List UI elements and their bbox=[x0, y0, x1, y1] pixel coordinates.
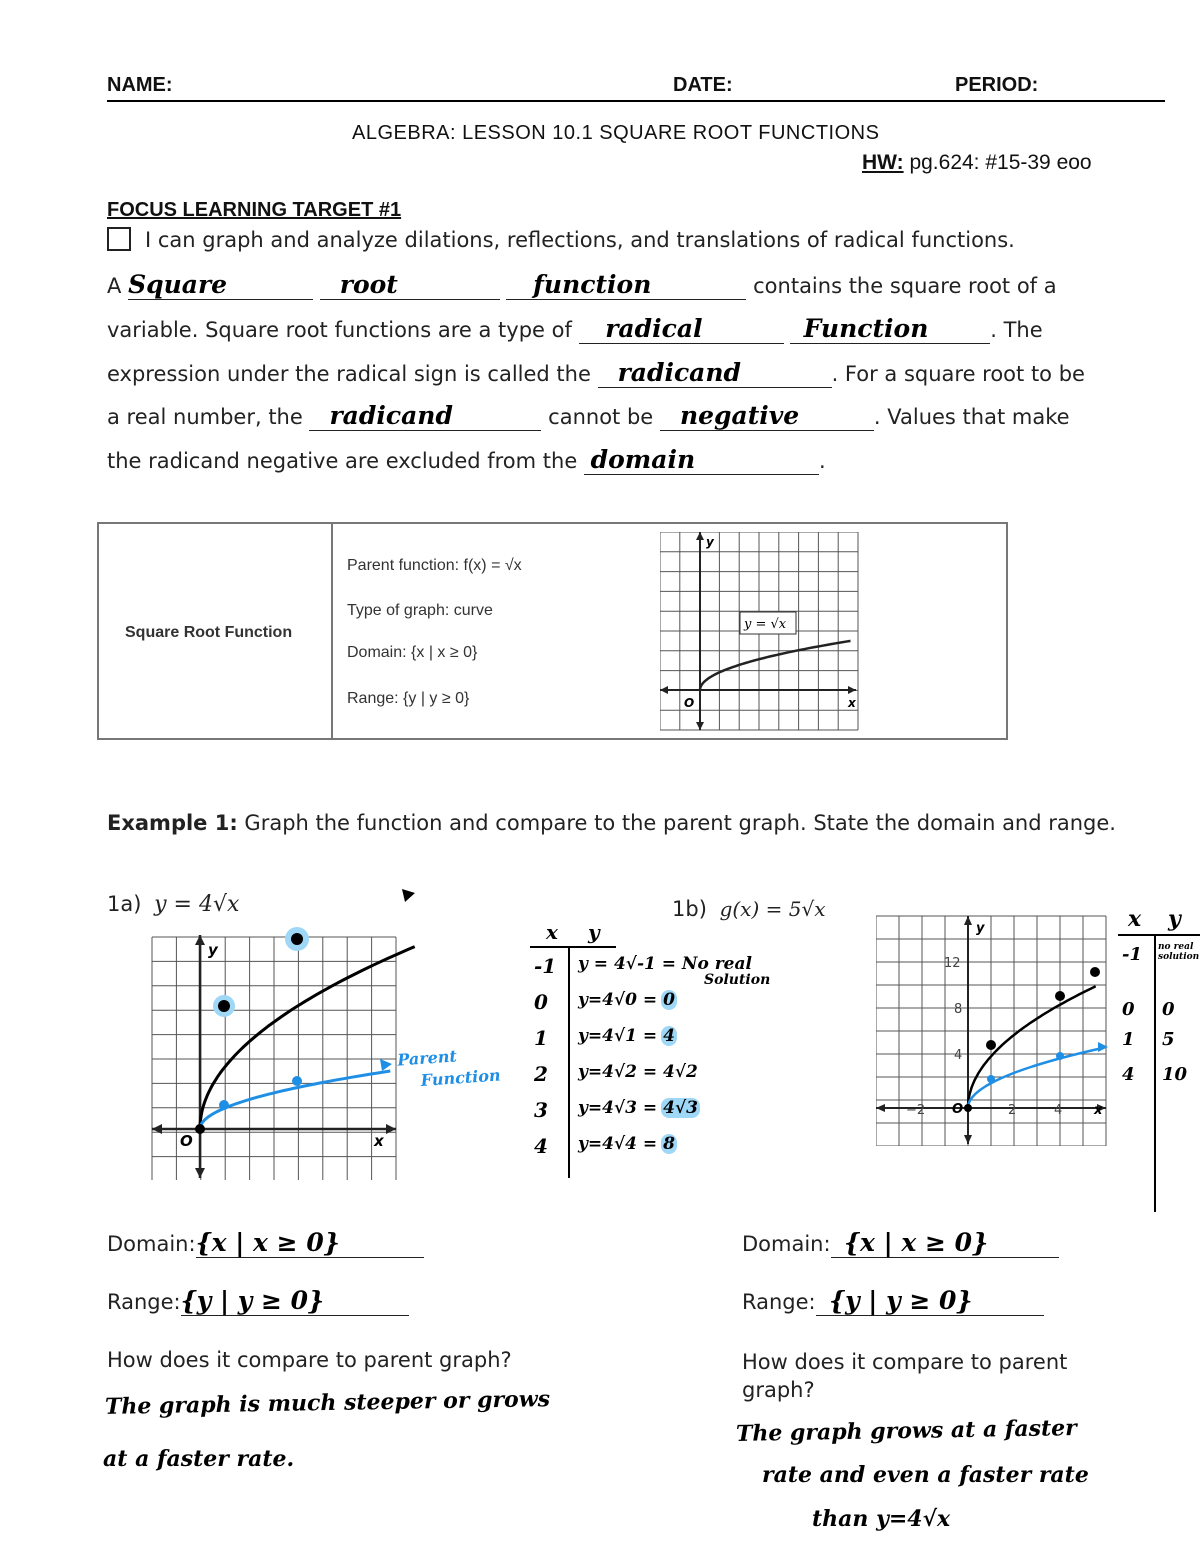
part-b-origin-label: O bbox=[952, 1102, 964, 1117]
part-a-y-label: y bbox=[208, 941, 218, 959]
table-cell-y bbox=[578, 1062, 698, 1082]
part-a-curve bbox=[200, 947, 415, 1129]
range-label: Range: bbox=[107, 1290, 181, 1314]
part-b-y-arrow-down bbox=[964, 1135, 972, 1144]
table-head-y: y bbox=[1168, 906, 1181, 932]
fill-blank[interactable] bbox=[506, 272, 746, 300]
part-b-table bbox=[1118, 904, 1200, 1214]
part-b-domain bbox=[742, 1230, 1059, 1258]
table-cell-x: 4 bbox=[1122, 1064, 1135, 1085]
table-cell-x: 1 bbox=[534, 1026, 548, 1050]
part-b-equation: g(x) = 5√x bbox=[719, 897, 826, 921]
ref-y-arrow-up bbox=[696, 532, 704, 540]
table-rule bbox=[1154, 934, 1156, 1212]
part-a-x-label: x bbox=[374, 1132, 384, 1150]
table-cell-value: 4 bbox=[663, 1026, 675, 1046]
ref-y-arrow-down bbox=[696, 722, 704, 730]
part-a-number: 1a) bbox=[107, 892, 142, 916]
table-cell-y bbox=[578, 990, 677, 1010]
ref-y-label: y bbox=[706, 535, 714, 549]
notes-text: . Values that make bbox=[873, 405, 1070, 429]
table-cell-expr: y=4√0 = bbox=[578, 990, 658, 1010]
answer-domain: domain bbox=[590, 445, 696, 474]
part-b-tick-2: 2 bbox=[1008, 1103, 1017, 1118]
part-b-parent-point bbox=[1056, 1052, 1064, 1060]
part-b-point bbox=[964, 1104, 972, 1112]
fill-blank[interactable] bbox=[790, 316, 990, 344]
table-cell-y: 5 bbox=[1162, 1029, 1175, 1050]
fill-blank[interactable] bbox=[128, 272, 313, 300]
table-cell-expr: y = 4√-1 = No real bbox=[578, 954, 752, 974]
part-a-y-arrow-down bbox=[195, 1168, 205, 1178]
table-cell-expr: y=4√4 = bbox=[578, 1134, 658, 1154]
part-b-parent-point bbox=[987, 1075, 995, 1083]
table-cell-y bbox=[578, 1134, 677, 1154]
part-b-answer-3: than y=4√x bbox=[812, 1506, 951, 1532]
table-cell-value: 4√3 bbox=[663, 1098, 698, 1118]
table-cell-y bbox=[578, 1098, 700, 1118]
part-a-parent-point bbox=[292, 1076, 302, 1086]
range-answer: {y | y ≥ 0} bbox=[829, 1286, 973, 1315]
part-b-tick-12: 12 bbox=[944, 956, 961, 971]
ref-curve bbox=[700, 641, 851, 690]
ref-x-label: x bbox=[848, 696, 856, 710]
part-a-range bbox=[107, 1288, 409, 1316]
part-a-question: How does it compare to parent graph? bbox=[107, 1348, 512, 1372]
name-label: NAME: bbox=[107, 74, 173, 96]
part-a-point bbox=[195, 1124, 205, 1134]
ref-origin-label: O bbox=[684, 696, 695, 710]
notes-text: contains the square root of a bbox=[753, 274, 1057, 298]
part-a-equation: y = 4√x bbox=[154, 892, 240, 917]
table-cell-expr: y=4√2 = 4√2 bbox=[578, 1062, 698, 1082]
table-cell-expr: y=4√1 = bbox=[578, 1026, 658, 1046]
part-a-table bbox=[524, 920, 794, 1178]
table-cell-value: 0 bbox=[663, 990, 675, 1010]
example-heading bbox=[107, 808, 1147, 838]
ref-range: Range: {y | y ≥ 0} bbox=[347, 690, 470, 707]
parent-note-line: Parent bbox=[396, 1046, 458, 1070]
answer-radical: radical bbox=[605, 314, 703, 343]
table-cell-x: 2 bbox=[534, 1062, 548, 1086]
part-a-domain bbox=[107, 1230, 424, 1258]
part-b-y-label: y bbox=[976, 921, 985, 936]
part-a-point bbox=[291, 933, 303, 945]
target-row bbox=[107, 227, 1015, 252]
table-cell-x: 0 bbox=[1122, 999, 1135, 1020]
ref-type: Type of graph: curve bbox=[347, 602, 493, 619]
domain-answer: {x | x ≥ 0} bbox=[843, 1228, 989, 1257]
answer-root: root bbox=[339, 270, 398, 299]
part-b-tick-8: 8 bbox=[954, 1002, 963, 1017]
fill-blank[interactable] bbox=[584, 447, 819, 475]
table-head-x: x bbox=[546, 920, 558, 944]
table-rule bbox=[568, 946, 570, 1178]
notes-line-3 bbox=[107, 360, 1085, 388]
date-label: DATE: bbox=[673, 74, 733, 96]
target-heading: FOCUS LEARNING TARGET #1 bbox=[107, 199, 402, 221]
notes-text: . The bbox=[990, 318, 1043, 342]
part-a-point bbox=[218, 1000, 230, 1012]
notes-text: the radicand negative are excluded from the bbox=[107, 449, 578, 473]
answer-function: function bbox=[533, 270, 652, 299]
part-b-question bbox=[742, 1348, 1067, 1404]
target-checkbox[interactable] bbox=[107, 227, 131, 251]
table-cell-value: 8 bbox=[663, 1134, 675, 1154]
domain-blank[interactable] bbox=[831, 1230, 1059, 1258]
table-head-x: x bbox=[1128, 906, 1142, 932]
part-b-number: 1b) bbox=[672, 897, 707, 921]
notes-text: variable. Square root functions are a type of bbox=[107, 318, 572, 342]
notes-text: A bbox=[107, 274, 122, 298]
notes-line-4 bbox=[107, 403, 1070, 431]
ref-graph bbox=[660, 532, 860, 732]
part-b-graph bbox=[876, 914, 1108, 1146]
part-a-curve-arrow bbox=[402, 889, 415, 902]
table-cell-y bbox=[578, 1026, 677, 1046]
notes-line-5 bbox=[107, 447, 826, 475]
domain-answer: {x | x ≥ 0} bbox=[195, 1228, 340, 1257]
fill-blank[interactable] bbox=[579, 316, 784, 344]
answer-radicand: radicand bbox=[617, 358, 742, 387]
period-label: PERIOD: bbox=[955, 74, 1039, 96]
part-b-answer-1: The graph grows at a faster bbox=[735, 1415, 1077, 1447]
part-b-x-arrow-left bbox=[876, 1104, 885, 1112]
table-cell-x: 3 bbox=[534, 1098, 548, 1122]
table-cell-x: -1 bbox=[1122, 944, 1142, 965]
parent-function-note bbox=[397, 1043, 502, 1094]
part-b-point bbox=[1055, 991, 1065, 1001]
part-a-parent-point bbox=[219, 1100, 229, 1110]
target-statement: I can graph and analyze dilations, reflections, and translations of radical functions. bbox=[145, 228, 1015, 252]
question-line: graph? bbox=[742, 1378, 815, 1402]
notes-text: . For a square root to be bbox=[831, 362, 1085, 386]
part-b-y-arrow-up bbox=[964, 916, 972, 925]
hw-text: pg.624: #15-39 eoo bbox=[903, 151, 1092, 174]
part-b-tick-4x: 4 bbox=[1054, 1103, 1063, 1118]
ref-x-arrow-right bbox=[848, 686, 856, 694]
table-cell-x: 0 bbox=[534, 990, 548, 1014]
header-line bbox=[107, 74, 1165, 102]
fill-blank[interactable] bbox=[660, 403, 874, 431]
answer-function-2: Function bbox=[803, 314, 929, 343]
example-label: Example 1: bbox=[107, 811, 238, 835]
table-head-y: y bbox=[588, 920, 600, 944]
part-b-tick-neg2: −2 bbox=[906, 1103, 926, 1118]
example-text: Graph the function and compare to the parent graph. State the domain and range. bbox=[237, 811, 1116, 835]
domain-blank[interactable] bbox=[196, 1230, 424, 1258]
table-cell-y: 10 bbox=[1162, 1064, 1188, 1085]
page-title: ALGEBRA: LESSON 10.1 SQUARE ROOT FUNCTIONS bbox=[352, 122, 880, 144]
answer-radicand-2: radicand bbox=[329, 401, 453, 430]
table-cell-y bbox=[578, 954, 752, 974]
table-cell-expr: y=4√3 = bbox=[578, 1098, 658, 1118]
range-blank[interactable] bbox=[816, 1288, 1044, 1316]
table-rule bbox=[530, 946, 616, 948]
ref-domain: Domain: {x | x ≥ 0} bbox=[347, 644, 478, 661]
domain-label: Domain: bbox=[107, 1232, 196, 1256]
part-a-parent-arrow bbox=[380, 1059, 392, 1071]
part-a-graph bbox=[150, 875, 440, 1180]
notes-text: expression under the radical sign is called the bbox=[107, 362, 591, 386]
part-a-answer-1: The graph is much steeper or grows bbox=[104, 1386, 551, 1420]
notes-line-1 bbox=[107, 272, 1057, 300]
fill-blank[interactable] bbox=[309, 403, 541, 431]
table-cell-x: 4 bbox=[534, 1134, 548, 1158]
fill-blank[interactable] bbox=[320, 272, 500, 300]
range-blank[interactable] bbox=[181, 1288, 409, 1316]
notes-text: cannot be bbox=[548, 405, 654, 429]
question-line: How does it compare to parent bbox=[742, 1350, 1068, 1374]
part-b-point bbox=[986, 1040, 996, 1050]
ref-x-arrow-left bbox=[660, 686, 668, 694]
table-cell-x: 1 bbox=[1122, 1029, 1135, 1050]
table-cell-note: Solution bbox=[704, 972, 771, 988]
ref-curve-label: y = √x bbox=[744, 617, 787, 632]
part-b-label bbox=[672, 897, 826, 921]
part-b-x-label: x bbox=[1094, 1103, 1103, 1118]
parent-note-line: Function bbox=[420, 1065, 502, 1090]
table-cell-x: -1 bbox=[534, 954, 557, 978]
part-b-answer-2: rate and even a faster rate bbox=[762, 1462, 1089, 1488]
ref-function-name: Square Root Function bbox=[125, 624, 293, 641]
part-b-point bbox=[1090, 967, 1100, 977]
answer-negative: negative bbox=[679, 401, 800, 430]
table-rule bbox=[1118, 934, 1200, 936]
table-cell-y: no real solution bbox=[1158, 942, 1200, 962]
range-answer: {y | y ≥ 0} bbox=[180, 1286, 325, 1315]
part-a-answer-2: at a faster rate. bbox=[103, 1446, 295, 1472]
reference-table bbox=[97, 522, 1008, 740]
part-a-origin-label: O bbox=[180, 1132, 193, 1150]
part-b-tick-4: 4 bbox=[954, 1048, 963, 1063]
hw-label: HW: bbox=[862, 151, 904, 174]
answer-square: Square bbox=[128, 270, 228, 299]
notes-text: . bbox=[818, 449, 826, 473]
domain-label: Domain: bbox=[742, 1232, 831, 1256]
fill-blank[interactable] bbox=[598, 360, 832, 388]
part-b-range bbox=[742, 1288, 1044, 1316]
notes-text: a real number, the bbox=[107, 405, 303, 429]
homework bbox=[862, 151, 1092, 175]
notes-line-2 bbox=[107, 316, 1043, 344]
ref-parent: Parent function: f(x) = √x bbox=[347, 557, 522, 574]
table-divider bbox=[331, 524, 333, 738]
table-cell-y: 0 bbox=[1162, 999, 1175, 1020]
range-label: Range: bbox=[742, 1290, 816, 1314]
